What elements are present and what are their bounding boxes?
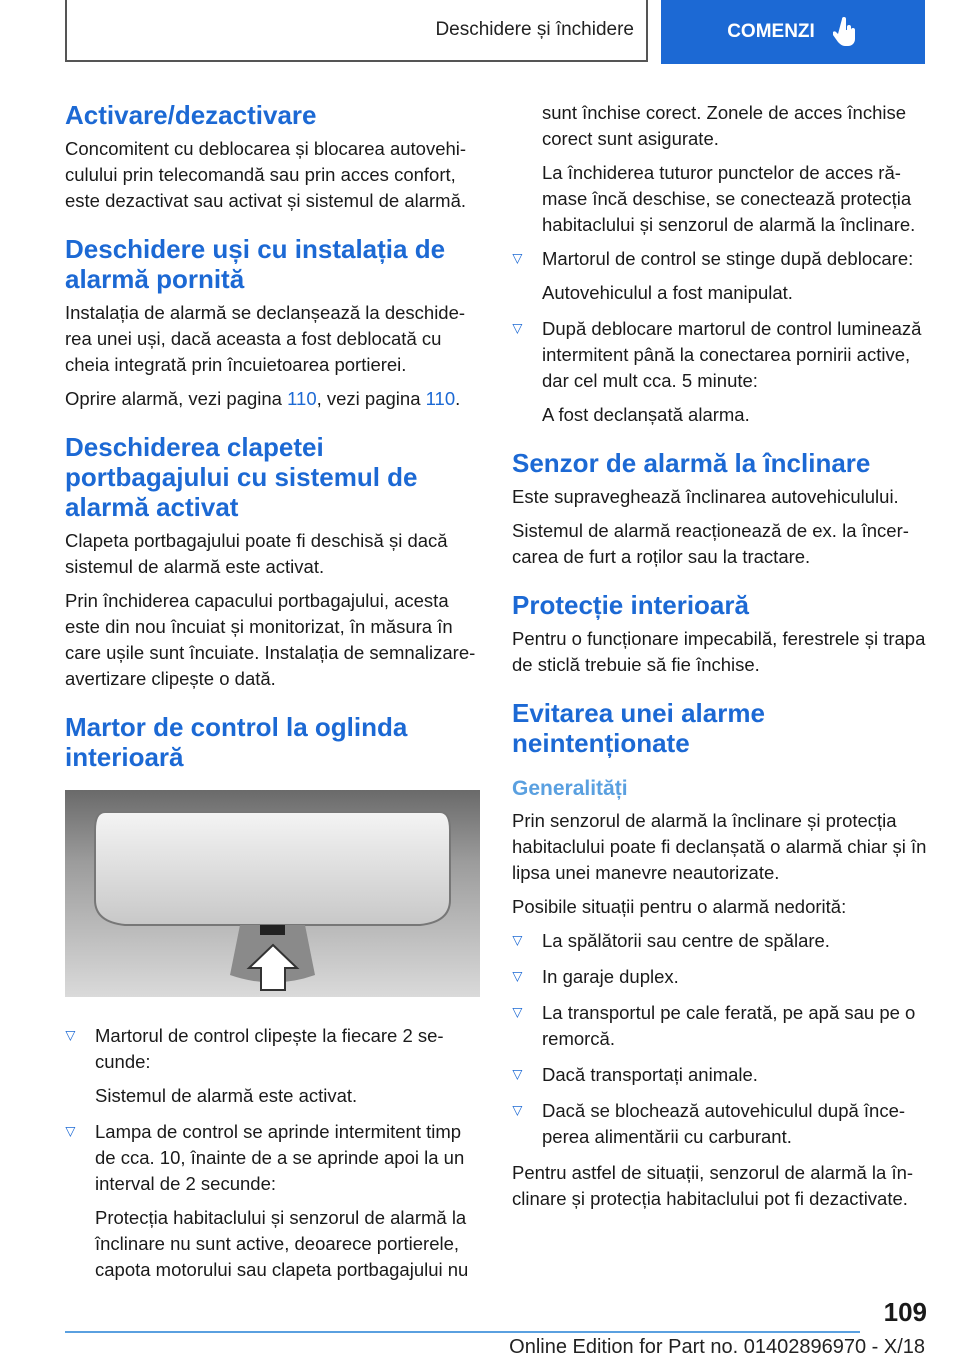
list-item: ▷ In garaje duplex. — [512, 964, 927, 990]
situations-list — [512, 928, 927, 1150]
section-interior-protection — [512, 590, 927, 678]
section-mirror-indicator — [65, 712, 480, 1283]
section-tilt-sensor — [512, 448, 927, 570]
page-header — [65, 0, 925, 64]
paragraph: sunt închise corect. Zonele de acces închise corect sunt asigurate. — [542, 102, 907, 149]
list-item: ▷ Martorul de control se stinge după deblocare: Autovehiculul a fost manipulat. — [512, 246, 927, 306]
paragraph: Prin închiderea capacului portbagajului, acesta este din nou încuiat și monitorizat, în măsura în care ușile sunt încuiate. Instalația de semnalizare-avertizare clipește o dată. — [65, 590, 476, 689]
section-activation — [65, 100, 480, 214]
list-item: ▷ Dacă se blochează autovehiculul după începerea alimentării cu carburant. — [512, 1098, 927, 1150]
heading-avoid-false-alarm: Evitarea unei alarme neintenționate — [512, 698, 765, 758]
edition-footer: Online Edition for Part no. 01402896970 - X/18 — [509, 1336, 925, 1358]
section-doors-alarm — [65, 234, 480, 412]
subheading-general: Generalități — [512, 777, 628, 800]
page-link[interactable]: 110 — [287, 388, 317, 409]
section-tailgate — [65, 432, 480, 692]
heading-tilt-sensor: Senzor de alarmă la înclinare — [512, 448, 871, 478]
paragraph: Este supraveghează înclinarea autovehiculului. — [512, 486, 899, 507]
list-item: ▷ Lampa de control se aprinde intermitent timp de cca. 10, înainte de a se aprinde apoi la un interval de 2 secunde: Protecția habitaclului și senzorul de alarmă la înclinare nu sunt active, deoarece portierele, capota motorului sau clapeta portbagajului nu — [65, 1119, 480, 1283]
continued-text — [512, 100, 927, 238]
rearview-mirror-illustration — [65, 790, 480, 997]
section-title: Deschidere și închidere — [65, 0, 648, 62]
paragraph: La închiderea tuturor punctelor de acces rămase încă deschise, se conectează protecția habitaclului și senzorul de alarmă la înclinare. — [542, 162, 916, 235]
indicator-list — [65, 1023, 480, 1283]
paragraph: Instalația de alarmă se declanșează la deschiderea unei uși, dacă aceasta a fost deblocată cu cheia integrată prin încuietoarea portierei. — [65, 302, 466, 375]
section-avoid-false-alarm — [512, 698, 927, 1212]
chapter-tab[interactable] — [661, 0, 925, 64]
paragraph: Clapeta portbagajului poate fi deschisă și dacă sistemul de alarmă este activat. — [65, 530, 448, 577]
list-item: ▷ La spălătorii sau centre de spălare. — [512, 928, 927, 954]
heading-tailgate: Deschiderea clapetei portbagajului cu sistemul de alarmă activat — [65, 432, 418, 522]
paragraph: Sistemul de alarmă reacționează de ex. la încercarea de furt a roților sau la tractare. — [512, 520, 909, 567]
page-number: 109 — [883, 1297, 927, 1327]
paragraph-stop-alarm: Oprire alarmă, vezi pagina 110, vezi pagina 110. — [65, 388, 461, 409]
right-column — [512, 100, 927, 1220]
heading-doors-alarm: Deschidere uși cu instalația de alarmă pornită — [65, 234, 446, 294]
list-item: ▷ După deblocare martorul de control luminează intermitent până la conectarea pornirii active, dar cel mult cca. 5 minute: A fost declanșată alarma. — [512, 316, 927, 428]
left-column — [65, 100, 480, 1293]
list-item: ▷ Dacă transportați animale. — [512, 1062, 927, 1088]
chapter-label: COMENZI — [727, 21, 815, 42]
heading-mirror-indicator: Martor de control la oglinda interioară — [65, 712, 408, 772]
page-link[interactable]: 110 — [425, 388, 456, 409]
list-item: ▷ Martorul de control clipește la fiecare 2 secunde: Sistemul de alarmă este activat. — [65, 1023, 480, 1109]
heading-activation: Activare/dezactivare — [65, 100, 317, 130]
paragraph: Pentru astfel de situații, senzorul de alarmă la înclinare și protecția habitaclului pot fi dezactivate. — [512, 1162, 914, 1209]
paragraph: Posibile situații pentru o alarmă nedorită: — [512, 896, 847, 917]
indicator-list-cont — [512, 246, 927, 428]
paragraph: Prin senzorul de alarmă la înclinare și protecția habitaclului poate fi declanșată o alarmă chiar și în lipsa unei manevre neautorizate. — [512, 810, 927, 883]
paragraph: Concomitent cu deblocarea și blocarea autovehiculului prin telecomandă sau prin acces confort, este dezactivat sau activat și sistemul de alarmă. — [65, 138, 467, 211]
list-item: ▷ La transportul pe cale ferată, pe apă sau pe o remorcă. — [512, 1000, 927, 1052]
hand-pointing-icon — [833, 17, 859, 47]
paragraph: Pentru o funcționare impecabilă, ferestrele și trapa de sticlă trebuie să fie închise. — [512, 628, 926, 675]
heading-interior-protection: Protecție interioară — [512, 590, 749, 620]
footer-divider — [65, 1331, 860, 1333]
